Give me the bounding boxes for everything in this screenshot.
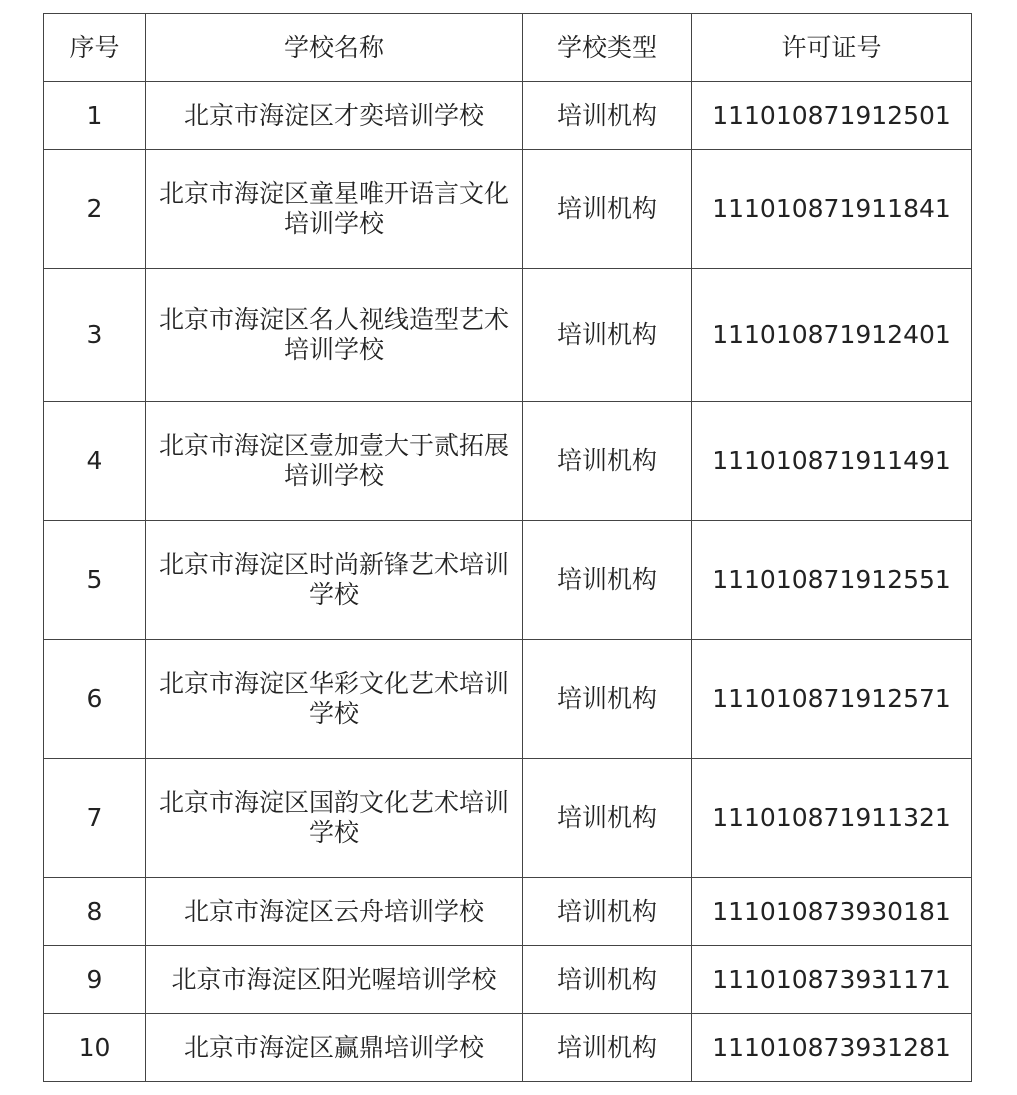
cell-school-type: 培训机构 [523, 640, 692, 759]
cell-serial-number: 10 [44, 1014, 146, 1082]
cell-license-number: 111010871912401 [692, 269, 972, 402]
cell-school-type: 培训机构 [523, 521, 692, 640]
cell-license-number: 111010873931171 [692, 946, 972, 1014]
cell-school-name: 北京市海淀区名人视线造型艺术培训学校 [146, 269, 523, 402]
cell-school-name: 北京市海淀区国韵文化艺术培训学校 [146, 759, 523, 878]
cell-license-number: 111010871912501 [692, 82, 972, 150]
cell-school-type: 培训机构 [523, 82, 692, 150]
cell-serial-number: 4 [44, 402, 146, 521]
table-row [44, 402, 972, 521]
table-header-row [44, 14, 972, 82]
cell-school-name: 北京市海淀区阳光喔培训学校 [146, 946, 523, 1014]
header-school-type: 学校类型 [523, 14, 692, 82]
cell-school-type: 培训机构 [523, 759, 692, 878]
school-license-table-container [43, 13, 972, 1082]
school-license-table [43, 13, 972, 1082]
cell-license-number: 111010871911491 [692, 402, 972, 521]
cell-serial-number: 6 [44, 640, 146, 759]
cell-school-type: 培训机构 [523, 946, 692, 1014]
cell-serial-number: 8 [44, 878, 146, 946]
header-license-number: 许可证号 [692, 14, 972, 82]
table-row [44, 521, 972, 640]
cell-license-number: 111010871912571 [692, 640, 972, 759]
cell-school-name: 北京市海淀区才奕培训学校 [146, 82, 523, 150]
cell-license-number: 111010873931281 [692, 1014, 972, 1082]
cell-license-number: 111010873930181 [692, 878, 972, 946]
cell-license-number: 111010871912551 [692, 521, 972, 640]
cell-school-type: 培训机构 [523, 150, 692, 269]
cell-school-type: 培训机构 [523, 269, 692, 402]
cell-school-name: 北京市海淀区赢鼎培训学校 [146, 1014, 523, 1082]
table-row [44, 759, 972, 878]
cell-serial-number: 7 [44, 759, 146, 878]
cell-serial-number: 1 [44, 82, 146, 150]
cell-school-name: 北京市海淀区壹加壹大于贰拓展培训学校 [146, 402, 523, 521]
cell-school-type: 培训机构 [523, 402, 692, 521]
table-row [44, 1014, 972, 1082]
table-row [44, 946, 972, 1014]
table-row [44, 150, 972, 269]
cell-school-name: 北京市海淀区华彩文化艺术培训学校 [146, 640, 523, 759]
cell-serial-number: 3 [44, 269, 146, 402]
cell-school-type: 培训机构 [523, 1014, 692, 1082]
cell-license-number: 111010871911841 [692, 150, 972, 269]
cell-license-number: 111010871911321 [692, 759, 972, 878]
cell-school-name: 北京市海淀区时尚新锋艺术培训学校 [146, 521, 523, 640]
table-row [44, 640, 972, 759]
header-school-name: 学校名称 [146, 14, 523, 82]
table-row [44, 82, 972, 150]
cell-school-type: 培训机构 [523, 878, 692, 946]
cell-school-name: 北京市海淀区云舟培训学校 [146, 878, 523, 946]
table-row [44, 269, 972, 402]
cell-school-name: 北京市海淀区童星唯开语言文化培训学校 [146, 150, 523, 269]
header-serial-number: 序号 [44, 14, 146, 82]
cell-serial-number: 5 [44, 521, 146, 640]
cell-serial-number: 2 [44, 150, 146, 269]
table-row [44, 878, 972, 946]
cell-serial-number: 9 [44, 946, 146, 1014]
